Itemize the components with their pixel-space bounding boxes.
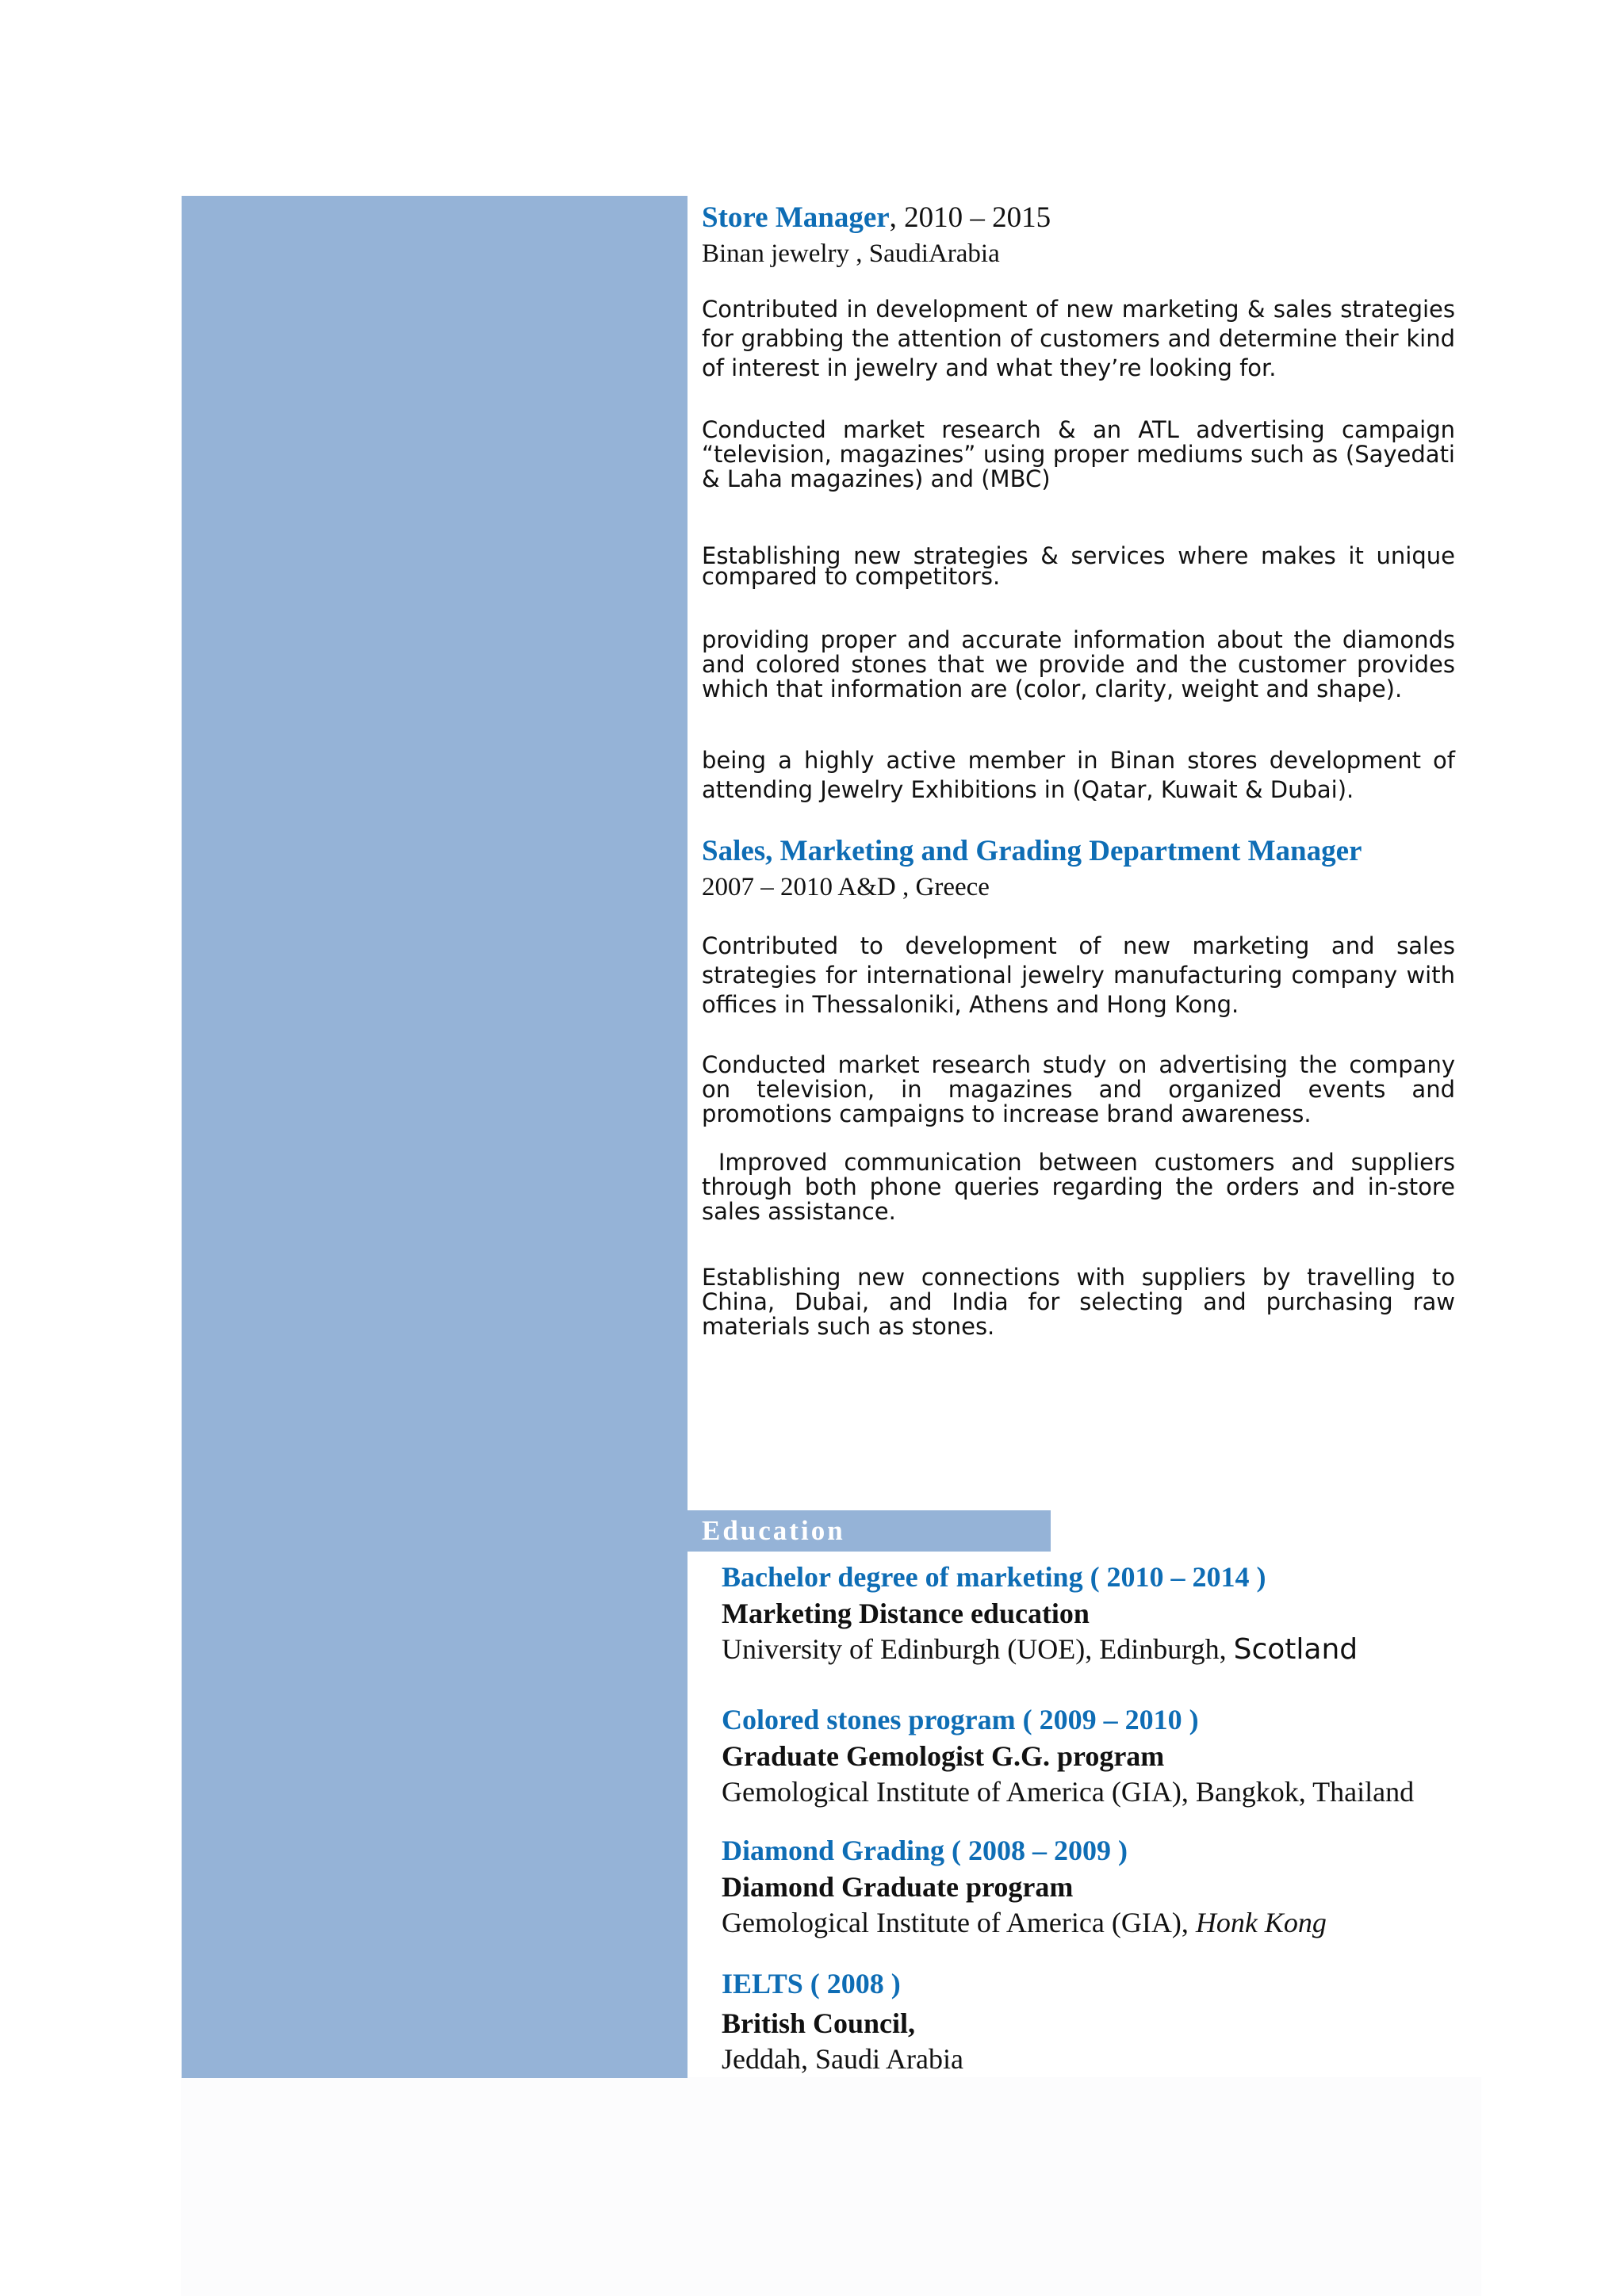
- job-duty-paragraph: Improved communication between customers and suppliers through both phone queries regarding the orders and in-store sales assistance.: [702, 1149, 1463, 1225]
- job-duty-paragraph: Conducted market research & an ATL advertising campaign “television, magazines” using proper mediums such as (Sayedati & Laha magazines) and (MBC): [702, 416, 1455, 492]
- job-duty-paragraph: Establishing new connections with suppliers by travelling to China, Dubai, and India for selecting and purchasing raw materials such as stones.: [702, 1264, 1455, 1340]
- job-organization: 2007 – 2010 A&D , Greece: [702, 873, 990, 901]
- job-store-manager: [702, 200, 1455, 805]
- education-program: Graduate Gemologist G.G. program: [722, 1740, 1165, 1772]
- job-duty-paragraph: Establishing new strategies & services where makes it unique compared to competitors.: [702, 542, 1455, 590]
- education-place: Jeddah, Saudi Arabia: [722, 2043, 963, 2075]
- education-place: University of Edinburgh (UOE), Edinburgh,: [722, 1633, 1234, 1665]
- job-duty-paragraph: Conducted market research study on advertising the company on television, in magazines and organized events and promotions campaigns to increase brand awareness.: [702, 1051, 1455, 1127]
- education-item: [722, 1965, 1467, 2076]
- job-title: Sales, Marketing and Grading Department Manager: [702, 835, 1362, 867]
- experience-section: [702, 200, 1463, 1340]
- job-title: Store Manager: [702, 201, 890, 234]
- education-title: IELTS ( 2008 ): [722, 1968, 901, 1999]
- education-place-extra: Scotland: [1233, 1633, 1358, 1666]
- education-title: Diamond Grading ( 2008 – 2009 ): [722, 1835, 1128, 1866]
- job-years: 2010 – 2015: [904, 201, 1051, 234]
- education-program: Diamond Graduate program: [722, 1871, 1074, 1903]
- education-place-line: [722, 1905, 1467, 1940]
- education-title: Bachelor degree of marketing ( 2010 – 2014 ): [722, 1561, 1266, 1593]
- education-place: Gemological Institute of America (GIA),: [722, 1907, 1196, 1938]
- page-bottom-area: [181, 2077, 1481, 2296]
- job-duty-paragraph: providing proper and accurate information about the diamonds and colored stones that we provide and the customer provides which that information are (color, clarity, weight and shape).: [702, 626, 1455, 702]
- job-title-line: [702, 200, 1455, 236]
- job-title-separator: ,: [889, 201, 905, 234]
- education-title: Colored stones program ( 2009 – 2010 ): [722, 1704, 1199, 1735]
- education-item: [722, 1701, 1467, 1809]
- left-sidebar-panel: [182, 196, 688, 2078]
- education-place-extra: Honk Kong: [1195, 1907, 1327, 1938]
- education-place: Gemological Institute of America (GIA), Bangkok, Thailand: [722, 1776, 1415, 1808]
- education-program: Marketing Distance education: [722, 1598, 1090, 1629]
- job-duty-paragraph: Contributed in development of new marketing & sales strategies for grabbing the attention of customers and determine their kind of interest in jewelry and what they’re looking for.: [702, 296, 1455, 381]
- education-item: [722, 1559, 1467, 1667]
- job-duty-paragraph: being a highly active member in Binan stores development of attending Jewelry Exhibitions in (Qatar, Kuwait & Dubai).: [702, 747, 1455, 803]
- education-place-line: [722, 1632, 1467, 1667]
- education-program: British Council,: [722, 2007, 916, 2039]
- education-section-header: Education: [688, 1510, 1051, 1552]
- job-sales-marketing-manager: [702, 833, 1463, 1340]
- education-item: [722, 1832, 1467, 1940]
- job-duty-paragraph: Contributed to development of new marketing and sales strategies for international jewelry manufacturing company with offices in Thessaloniki, Athens and Hong Kong.: [702, 932, 1455, 1018]
- job-organization: Binan jewelry , SaudiArabia: [702, 239, 1000, 268]
